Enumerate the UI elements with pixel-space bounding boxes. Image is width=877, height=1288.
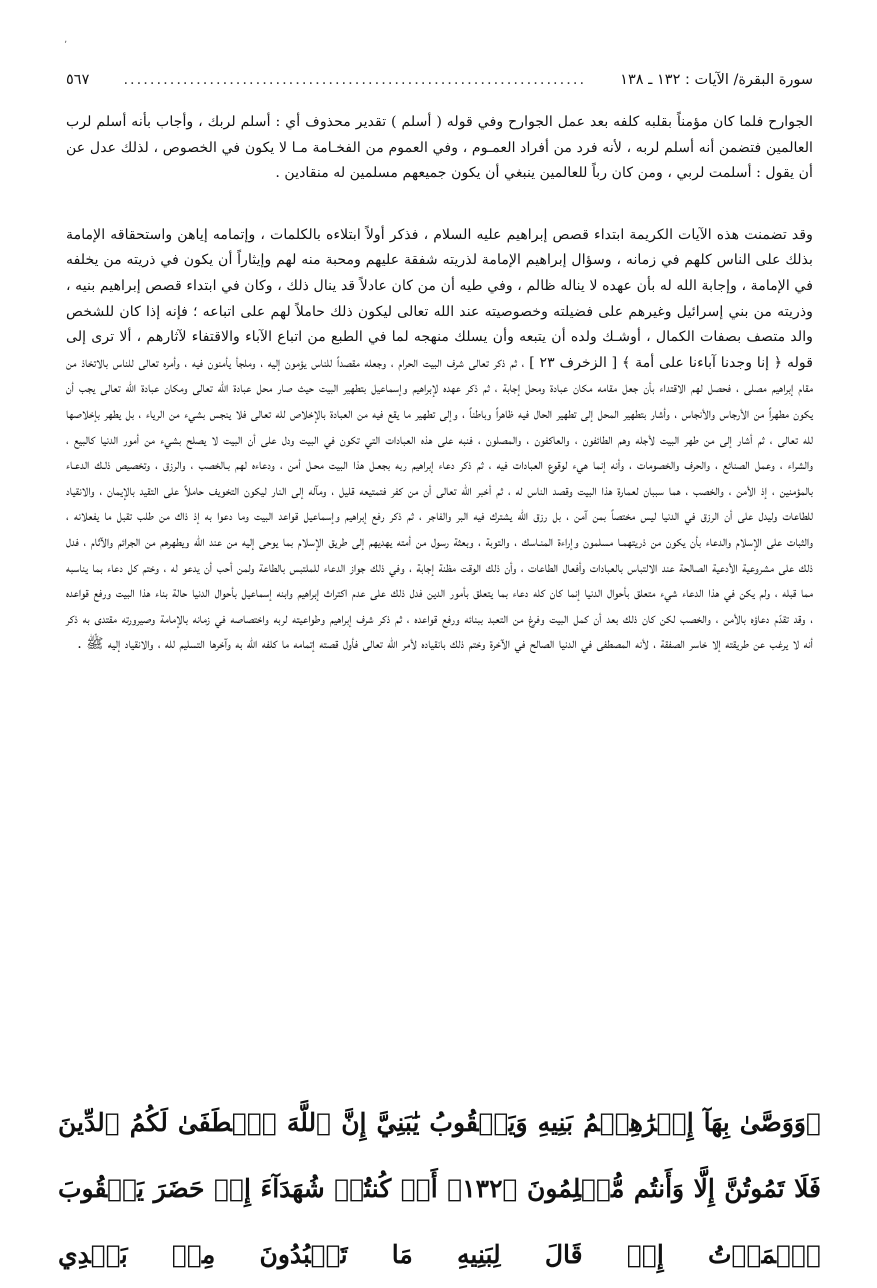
paragraph: وقد تضمنت هذه الآيات الكريمة ابتداء قصص إبراهيم عليه السلام ، فذكر أولاً ابتلاءه بالكلمات ، وإتمامه إياهن واستحقاقه الإمامة بذلك على الناس كلهم في زمانه ، وسؤال إبراهيم الإمامة لذريته شفقة عليهم ومحبة منه لهم وإيثاراً أن يكون في ذريته من يخلفه في الإمامة ، وإجابة الله له بأن عهده لا يناله ظالم ، وفي طيه أن من كان عادلاً قد ينال ذلك ، وكان في ابتداء قصص إبراهيم بنيه ، وذريته من بني إسرائيل وغيرهم على فضيلته وخصوصيته عند الله تعالى ليكون ذلك حاملاً لهم على اتباعه ؛ فإنه إذا كان للشخص والد متصف بصفات الكمال ، أوشـك ولده أن يتبعه وأن يسلك منهجه لما في الطبع من اتباع الآباء والاقتفاء لآثارهم ، ألا ترى إلى قوله ﴿ إنا وجدنا آباءنا على أمة ﴾ [ الزخرف ٢٣ ] ، ثم ذكر تعالى شرف البيت الحرام ، وجعله مقصداً للناس يؤمون إليه ، وملجأ يأمنون فيه ، وأمره تعالى للناس بالاتخاذ من مقام إبراهيم مصلى ، فحصل لهم الاقتداء بأن جعل مقامه مكان عبادة ومحل إجابة ، ثم ذكر عهده لإبراهيم وإسماعيل بتطهير البيت حيث صار محل عبادة الله تعالى ومكان عبادة الله تعالى يجب أن يكون مطهراً من الأرجاس والأنجاس ، وأشار بتطهير المحل إلى تطهير الحال فيه ظاهراً وباطناً ، وإلى تطهير ما يقع فيه من العبادة بالإخلاص لله تعالى فلا ينجس بشيء من الرياء ، بل يطهر بإخلاصها لله تعالى ، ثم أشار إلى من طهر البيت لأجله وهم الطائفون ، والعاكفون ، والمصلون ، فنبه على هذه العبادات التي تكون في البيت ودل على أن البيت لا يصلح بشيء من أمور الدنيا كالبيع ، والشراء ، وعمل الصنائع ، والحرف والخصومات ، وأنه إنما هيء لوقوع العبادات فيه ، ثم ذكر دعاء إبراهيم ربه بجعـل هذا البيت محـل أمن ، ودعاءه لهم بـالخصب ، والرزق ، وتخصيص ذلـك الدعـاء بالمؤمنين ، إذ الأمن ، والخصب ، هما سببان لعمارة هذا البيت وقصد الناس له ، ثم أخبر الله تعالى أن من كفر فتمتيعه قليل ، ومآله إلى النار ليكون التخويف حاملاً على التقيد بالإيمان ، والانقياد للطاعات وليدل على أن الرزق في الدنيا ليس مختصاً بمن آمن ، بل رزق الله يشترك فيه البر والفاجر ، ثم ذكر رفع إبراهيم وإسماعيل قواعد البيت وما دعوا به إذ ذاك من طلب تقبل ما يفعلانه ، والثبات على الإسلام والدعاء بأن يكون من ذريتهمـا مسلمون وإراءة المنـاسك ، والتوبة ، وبعثة رسول من أمته يهديهم إلى طريق الإسلام بما يوحى إليه من عند الله ويطهرهم من الجرائم والآثام ، فدل ذلك على مشروعية الأدعية الصالحة عند الالتباس بالعبادات وأفعال الطاعات ، وأن ذلك الوقت مظنة إجابة ، وفي ذلك جواز الدعاء للملتبس بالطاعة ولمن أحب أن يدعو له ، وختم كل دعاء بما يناسبه مما قبله ، ولم يكن في هذا الدعاء شيء متعلق بأحوال الدنيا إنما كان كله دعاء بما يتعلق بأمور الدين فدل ذلك على عدم اكتراث إبراهيم وابنه إسماعيل بأحوال الدنيا حالة بناء هذا البيت ورفع قواعده ، وقد تقدّم دعاؤه بالأمن ، والخصب لكن كان ذلك بعد أن كمل البيت وفرغ من التعبد ببنائه ورفع قواعده ، ثم ذكر شرف إبراهيم وطواعيته لربه واختصاصه في زمانه بالإمامة وصيرورته مقتدى به ذكر أنه لا يرغب عن طريقته إلا خاسر الصفقة ، لأنه المصطفى في الدنيا الصالح في الآخرة وختم ذلك بانقياده لأمر الله تعالى فأول قصته إتمامه ما كلفه الله به وآخرها التسليم لله ، والانقياد إليه ﷺ . xyxy=(66,226,814,653)
page-header xyxy=(66,72,813,96)
leader-dots: ...................................................................... xyxy=(123,72,587,88)
corner-mark: ٬ xyxy=(64,40,68,51)
paragraph: الجوارح فلما كان مؤمناً بقلبه كلفه بعد عمل الجوارح وفي قوله ( أسلم ) تقدير محذوف أي : أسلم لربك ، وأجاب بأنه أسلم لرب العالمين فتضمن أنه أسلم لربه ، لأنه فرد من أفراد العمـوم ، وفي العموم من الفخـامة مـا لا يكون في الخصوص ، لذلك عدل عن أن يقول : أسلمت لربي ، ومن كان رباً للعالمين ينبغي أن يكون جميعهم مسلمين له منقادين . xyxy=(66,114,813,182)
page-number: ٥٦٧ xyxy=(66,72,90,88)
body-text xyxy=(66,110,813,658)
quran-verse: ﴿وَوَصَّىٰ بِهَآ إِبۡرَٰهِـۧمُ بَنِيهِ وَيَعۡقُوبُ يَٰبَنِيَّ إِنَّ ٱللَّهَ ٱصۡطَفَىٰ لَكُمُ ٱلدِّينَ فَلَا تَمُوتُنَّ إِلَّا وَأَنتُم مُّسۡلِمُونَ ﴿١٣٢﴾ أَمۡ كُنتُمۡ شُهَدَآءَ إِذۡ حَضَرَ يَعۡقُوبَ ٱلۡمَوۡتُ إِذۡ قَالَ لِبَنِيهِ مَا تَعۡبُدُونَ مِنۢ بَعۡدِي xyxy=(58,1108,821,1269)
running-title: سورة البقرة/ الآيات : ١٣٢ ـ ١٣٨ xyxy=(620,72,813,88)
